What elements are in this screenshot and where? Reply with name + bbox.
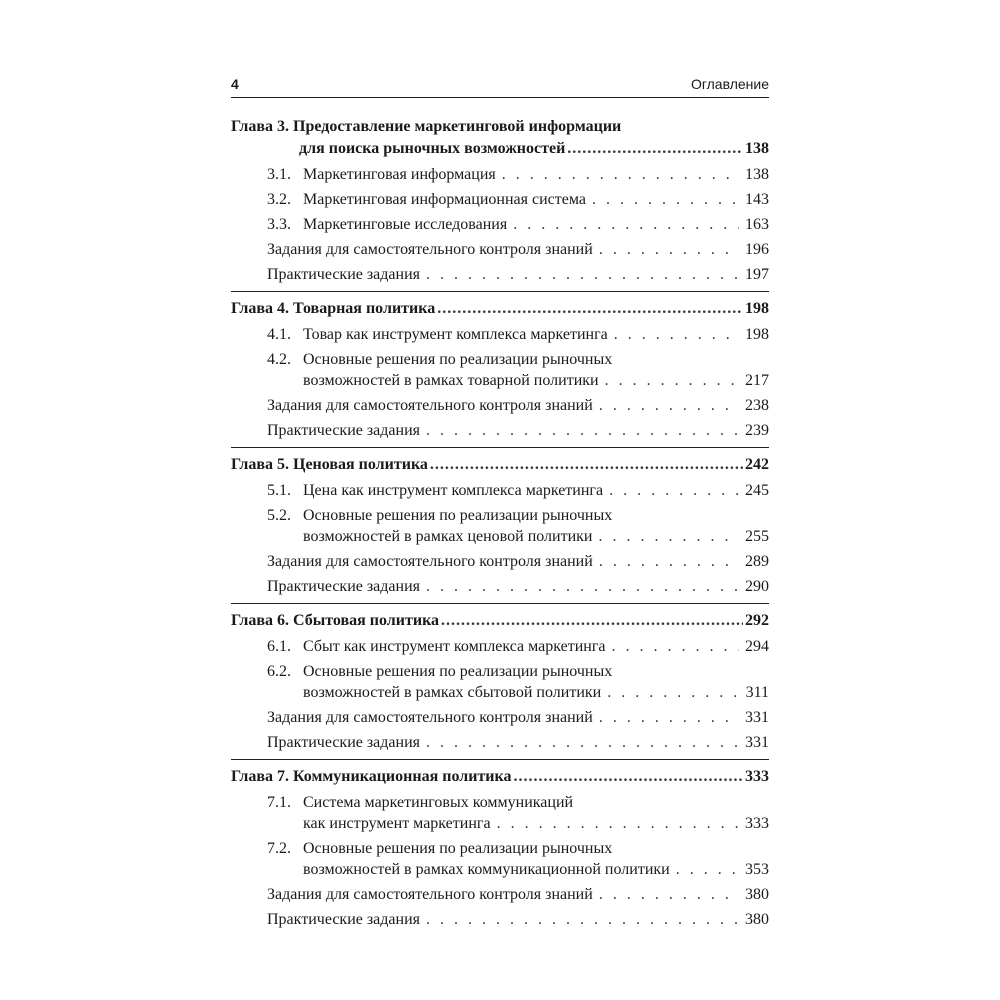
chapter-title: Глава 7. Коммуникационная политика <box>231 768 512 785</box>
dot-leader <box>605 370 739 391</box>
chapter-title-line[interactable] <box>231 610 769 632</box>
toc-entry[interactable] <box>231 164 769 185</box>
toc-entry[interactable] <box>231 707 769 728</box>
entry-number: 6.2. <box>267 663 291 680</box>
dot-leader <box>607 682 739 703</box>
dot-leader <box>502 164 739 185</box>
toc-entry[interactable] <box>231 189 769 210</box>
toc-entry[interactable] <box>231 636 769 657</box>
dot-leader <box>599 551 739 572</box>
entry-page: 331 <box>745 734 769 751</box>
toc-entry[interactable] <box>231 214 769 235</box>
page-number: 4 <box>231 76 239 92</box>
entry-number: 3.3. <box>267 216 291 233</box>
entry-title: Практические задания <box>267 911 421 928</box>
toc-entry[interactable] <box>231 480 769 501</box>
toc-entry[interactable] <box>231 420 769 441</box>
dot-leader <box>437 298 743 320</box>
running-header <box>231 76 769 98</box>
chapter-page: 333 <box>745 768 769 785</box>
chapter-page: 242 <box>745 456 769 473</box>
toc-entry[interactable] <box>231 324 769 345</box>
dot-leader <box>497 813 739 834</box>
toc-entry[interactable] <box>231 239 769 260</box>
dot-leader <box>426 420 739 441</box>
entry-title: Практические задания <box>267 422 421 439</box>
entry-page: 238 <box>745 397 769 414</box>
chapter-title: для поиска рыночных возможностей <box>299 140 566 157</box>
chapter-page: 138 <box>745 140 769 157</box>
chapter-title-line[interactable] <box>231 138 769 160</box>
dot-leader <box>426 732 739 753</box>
dot-leader <box>592 189 739 210</box>
entry-title: Основные решения по реализации рыночных <box>303 351 613 368</box>
entry-page: 290 <box>745 578 769 595</box>
chapter-page: 198 <box>745 300 769 317</box>
entry-title: Задания для самостоятельного контроля знаний <box>267 241 593 258</box>
entry-title: Сбыт как инструмент комплекса маркетинга <box>303 638 606 655</box>
entry-number: 3.1. <box>267 166 291 183</box>
toc-entry[interactable] <box>231 395 769 416</box>
chapter-4 <box>231 298 769 448</box>
entry-title-cont: возможностей в рамках товарной политики <box>303 372 599 389</box>
dot-leader <box>598 526 739 547</box>
dot-leader <box>567 138 743 160</box>
chapter-title-line[interactable] <box>231 454 769 476</box>
dot-leader <box>513 214 739 235</box>
entry-page: 311 <box>745 684 769 701</box>
entry-title: Система маркетинговых коммуникаций <box>303 794 574 811</box>
entry-number: 5.2. <box>267 507 291 524</box>
toc-entry[interactable] <box>231 732 769 753</box>
entry-title: Практические задания <box>267 578 421 595</box>
entry-page: 294 <box>745 638 769 655</box>
dot-leader <box>426 909 739 930</box>
toc-entry[interactable] <box>231 505 769 547</box>
toc-entry[interactable] <box>231 661 769 703</box>
entry-number: 7.2. <box>267 840 291 857</box>
chapter-title: Глава 4. Товарная политика <box>231 300 436 317</box>
entry-number: 5.1. <box>267 482 291 499</box>
section-title: Оглавление <box>690 76 769 92</box>
entry-title: Основные решения по реализации рыночных <box>303 840 613 857</box>
chapter-title: Глава 6. Сбытовая политика <box>231 612 440 629</box>
dot-leader <box>426 264 739 285</box>
entry-number: 7.1. <box>267 794 291 811</box>
entry-page: 331 <box>745 709 769 726</box>
chapter-page: 292 <box>745 612 769 629</box>
toc-entry[interactable] <box>231 909 769 930</box>
table-of-contents <box>231 116 769 942</box>
dot-leader <box>430 454 743 476</box>
dot-leader <box>599 239 739 260</box>
toc-entry[interactable] <box>231 349 769 391</box>
entry-page: 245 <box>745 482 769 499</box>
entry-number: 4.2. <box>267 351 291 368</box>
toc-entry[interactable] <box>231 792 769 834</box>
entry-page: 198 <box>745 326 769 343</box>
entry-title-cont: возможностей в рамках сбытовой политики <box>303 684 602 701</box>
entry-page: 217 <box>745 372 769 389</box>
entry-title-cont: возможностей в рамках коммуникационной политики <box>303 861 670 878</box>
entry-page: 196 <box>745 241 769 258</box>
entry-number: 4.1. <box>267 326 291 343</box>
dot-leader <box>441 610 743 632</box>
chapter-title-line[interactable] <box>231 298 769 320</box>
entry-page: 333 <box>745 815 769 832</box>
entry-title: Задания для самостоятельного контроля знаний <box>267 553 593 570</box>
chapter-6 <box>231 610 769 760</box>
entry-page: 197 <box>745 266 769 283</box>
chapter-title-line[interactable]: Глава 3. Предоставление маркетинговой информации <box>231 118 622 135</box>
dot-leader <box>514 766 744 788</box>
entry-page: 239 <box>745 422 769 439</box>
entry-page: 380 <box>745 911 769 928</box>
entry-number: 3.2. <box>267 191 291 208</box>
dot-leader <box>599 707 739 728</box>
dot-leader <box>609 480 739 501</box>
dot-leader <box>599 884 739 905</box>
toc-entry[interactable] <box>231 264 769 285</box>
chapter-title-line[interactable] <box>231 766 769 788</box>
entry-title-cont: как инструмент маркетинга <box>303 815 491 832</box>
dot-leader <box>614 324 739 345</box>
entry-page: 143 <box>745 191 769 208</box>
entry-title: Практические задания <box>267 734 421 751</box>
toc-entry[interactable] <box>231 884 769 905</box>
entry-title: Маркетинговые исследования <box>303 216 508 233</box>
entry-number: 6.1. <box>267 638 291 655</box>
entry-page: 353 <box>745 861 769 878</box>
toc-entry[interactable] <box>231 838 769 880</box>
chapter-3 <box>231 116 769 292</box>
entry-title: Маркетинговая информационная система <box>303 191 586 208</box>
entry-page: 289 <box>745 553 769 570</box>
entry-page: 255 <box>745 528 769 545</box>
entry-title: Задания для самостоятельного контроля знаний <box>267 886 593 903</box>
entry-title-cont: возможностей в рамках ценовой политики <box>303 528 593 545</box>
dot-leader <box>676 859 739 880</box>
entry-title: Маркетинговая информация <box>303 166 496 183</box>
entry-page: 163 <box>745 216 769 233</box>
chapter-7 <box>231 766 769 936</box>
entry-title: Задания для самостоятельного контроля знаний <box>267 709 593 726</box>
entry-page: 138 <box>745 166 769 183</box>
entry-title: Цена как инструмент комплекса маркетинга <box>303 482 604 499</box>
entry-title: Основные решения по реализации рыночных <box>303 507 613 524</box>
chapter-5 <box>231 454 769 604</box>
dot-leader <box>599 395 739 416</box>
toc-entry[interactable] <box>231 576 769 597</box>
entry-page: 380 <box>745 886 769 903</box>
entry-title: Товар как инструмент комплекса маркетинга <box>303 326 608 343</box>
dot-leader <box>612 636 739 657</box>
toc-entry[interactable] <box>231 551 769 572</box>
dot-leader <box>426 576 739 597</box>
entry-title: Основные решения по реализации рыночных <box>303 663 613 680</box>
entry-title: Практические задания <box>267 266 421 283</box>
chapter-title: Глава 5. Ценовая политика <box>231 456 428 473</box>
entry-title: Задания для самостоятельного контроля знаний <box>267 397 593 414</box>
